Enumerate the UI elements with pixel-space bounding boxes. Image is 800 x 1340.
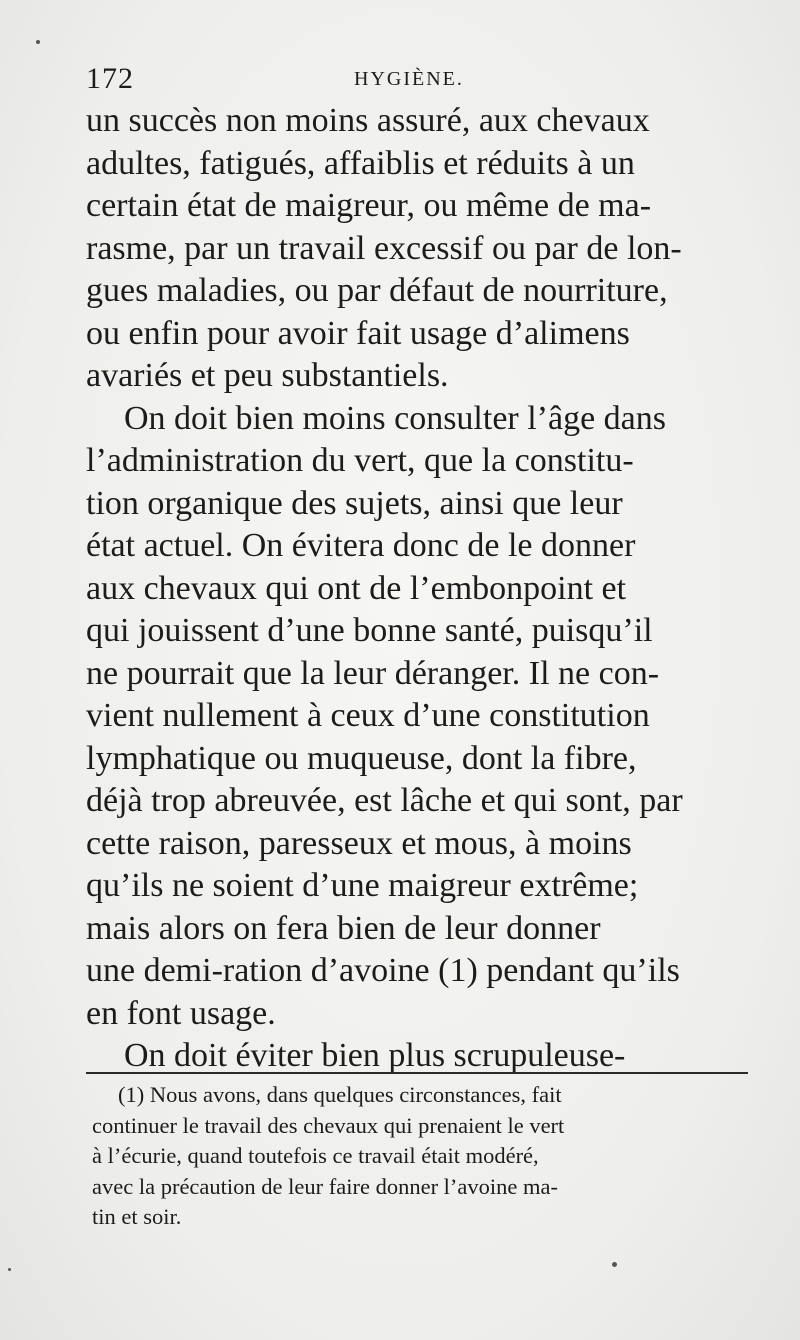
ink-speck — [612, 1262, 617, 1267]
footnote-rule — [86, 1072, 748, 1074]
ink-speck — [36, 40, 40, 44]
text-line: On doit bien moins consulter l’âge dans — [124, 399, 667, 437]
text-line: qui jouissent d’une bonne santé, puisqu’il — [86, 612, 653, 649]
text-line: certain état de maigreur, ou même de ma- — [86, 187, 652, 224]
footnote-line: avec la précaution de leur faire donner l’avoine ma- — [92, 1173, 559, 1199]
text-line: avariés et peu substantiels. — [86, 357, 449, 394]
text-line: ne pourrait que la leur déranger. Il ne con- — [86, 654, 660, 692]
text-line: en font usage. — [86, 994, 276, 1032]
body-text — [86, 100, 748, 1078]
text-line: lymphatique ou muqueuse, dont la fibre, — [86, 739, 637, 777]
text-line: mais alors on fera bien de leur donner — [86, 909, 601, 947]
running-title: HYGIÈNE. — [354, 68, 464, 90]
text-line: un succès non moins assuré, aux chevaux — [86, 102, 650, 139]
text-line: qu’ils ne soient d’une maigreur extrême; — [86, 867, 639, 904]
text-line: déjà trop abreuvée, est lâche et qui sont, par — [86, 782, 683, 819]
footnote — [92, 1080, 752, 1233]
footnote-line: tin et soir. — [92, 1204, 182, 1229]
text-line: rasme, par un travail excessif ou par de lon- — [86, 229, 682, 267]
ink-speck — [8, 1268, 11, 1271]
text-line: ou enfin pour avoir fait usage d’alimens — [86, 314, 630, 352]
text-line: tion organique des sujets, ainsi que leur — [86, 484, 623, 522]
paragraph-2 — [86, 398, 748, 1036]
text-line: gues maladies, ou par défaut de nourriture, — [86, 272, 668, 309]
footnote-line: à l’écurie, quand toutefois ce travail était modéré, — [92, 1143, 539, 1168]
text-line: adultes, fatigués, affaiblis et réduits à un — [86, 144, 635, 182]
footnote-line: (1) Nous avons, dans quelques circonstances, fait — [118, 1082, 562, 1107]
text-line: On doit éviter bien plus scrupuleuse- — [124, 1037, 626, 1074]
footnote-line: continuer le travail des chevaux qui prenaient le vert — [92, 1112, 565, 1138]
text-line: aux chevaux qui ont de l’embonpoint et — [86, 569, 627, 607]
text-line: l’administration du vert, que la constitu- — [86, 442, 634, 479]
page-header — [86, 60, 746, 100]
text-line: vient nullement à ceux d’une constitution — [86, 697, 650, 734]
text-line: cette raison, paresseux et mous, à moins — [86, 824, 632, 862]
text-line: état actuel. On évitera donc de le donner — [86, 527, 636, 564]
page-number: 172 — [86, 62, 134, 95]
text-line: une demi-ration d’avoine (1) pendant qu’ils — [86, 952, 680, 989]
paragraph-1 — [86, 100, 748, 398]
